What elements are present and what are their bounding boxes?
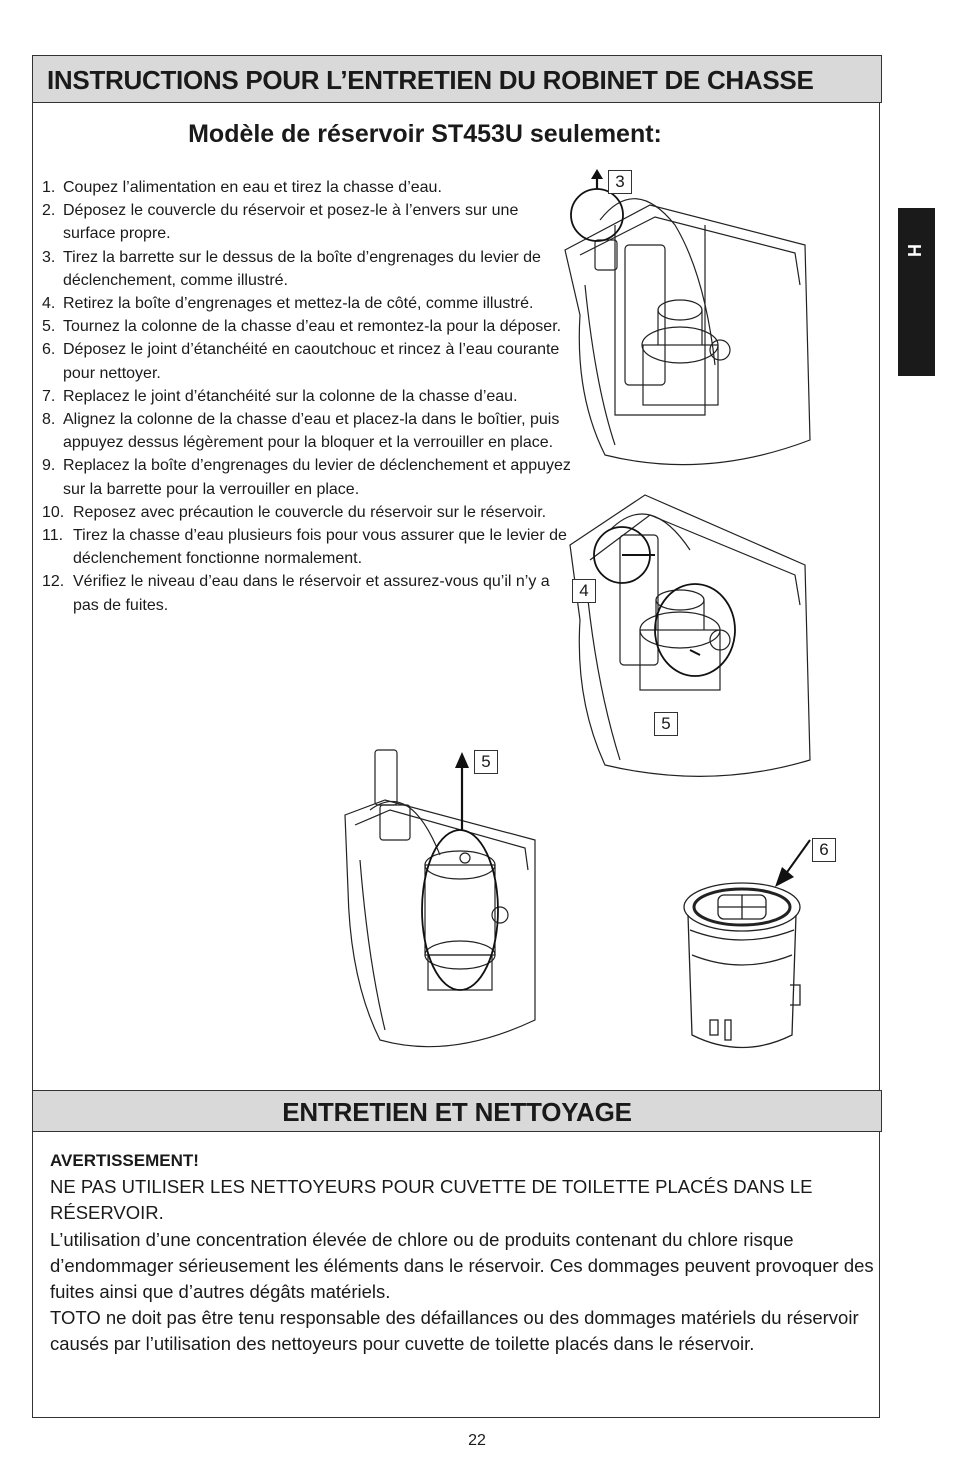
step-item: 7. Replacez le joint d’étanchéité sur la colonne de la chasse d’eau. <box>42 387 518 405</box>
step-item: 12. Vérifiez le niveau d’eau dans le réservoir et assurez-vous qu’il n’y a pas de fuites. <box>42 573 550 614</box>
instruction-steps <box>42 176 572 617</box>
callout-5-lower: 5 <box>474 750 498 774</box>
tank-illustration-step3 <box>555 165 820 490</box>
step-item: 1. Coupez l’alimentation en eau et tirez la chasse d’eau. <box>42 179 442 196</box>
flush-column-gasket-illustration <box>670 835 830 1070</box>
step-item: 2. Déposez le couvercle du réservoir et posez-le à l’envers sur une surface propre. <box>42 202 519 243</box>
callout-6: 6 <box>812 838 836 862</box>
maintenance-paragraph-2: TOTO ne doit pas être tenu responsable des défaillances ou des dommages matériels du réservoir causés par l’utilisation des nettoyeurs pour cuvette de toilette placés dans le réservoir. <box>50 1307 859 1355</box>
step-item: 8. Alignez la colonne de la chasse d’eau et placez-la dans le boîtier, puis appuyez dessus légèrement pour la bloquer et la verrouiller en place. <box>42 411 560 452</box>
callout-3: 3 <box>608 170 632 194</box>
section-header-flush-valve <box>32 55 882 103</box>
step-item: 9. Replacez la boîte d’engrenages du levier de déclenchement et appuyez sur la barrette pour la verrouiller en place. <box>42 457 571 498</box>
step-item: 6. Déposez le joint d’étanchéité en caoutchouc et rincez à l’eau courante pour nettoyer. <box>42 341 560 382</box>
callout-4: 4 <box>572 579 596 603</box>
step-item: 3. Tirez la barrette sur le dessus de la boîte d’engrenages du levier de déclenchement, comme illustré. <box>42 248 541 289</box>
model-subtitle: Modèle de réservoir ST453U seulement: <box>188 120 662 148</box>
page-number: 22 <box>468 1432 486 1449</box>
maintenance-title: ENTRETIEN ET NETTOYAGE <box>282 1097 632 1127</box>
callout-5-upper: 5 <box>654 712 678 736</box>
warning-text: NE PAS UTILISER LES NETTOYEURS POUR CUVETTE DE TOILETTE PLACÉS DANS LE RÉSERVOIR. <box>50 1176 813 1224</box>
step-item: 5. Tournez la colonne de la chasse d’eau et remontez-la pour la déposer. <box>42 318 562 336</box>
tank-illustration-step4-5 <box>560 490 820 790</box>
warning-label: AVERTISSEMENT! <box>50 1151 199 1170</box>
tank-illustration-flush-column <box>340 740 540 1070</box>
maintenance-paragraph-1: L’utilisation d’une concentration élevée de chlore ou de produits contenant du chlore risque d’endommager sérieusement les éléments dans le réservoir. Ces dommages peuvent provoquer des fuites ainsi que d’autres dégâts matériels. <box>50 1228 874 1303</box>
section-header-maintenance <box>32 1090 882 1132</box>
step-item: 11. Tirez la chasse d’eau plusieurs fois pour vous assurer que le levier de déclenchement fonctionne normalement. <box>42 527 567 568</box>
section-title: INSTRUCTIONS POUR L’ENTRETIEN DU ROBINET DE CHASSE <box>47 65 814 95</box>
language-side-tab: H <box>898 208 935 376</box>
step-item: 10. Reposez avec précaution le couvercle du réservoir sur le réservoir. <box>42 503 547 521</box>
step-item: 4. Retirez la boîte d’engrenages et mettez-la de côté, comme illustré. <box>42 295 534 313</box>
maintenance-section <box>50 1148 875 1358</box>
